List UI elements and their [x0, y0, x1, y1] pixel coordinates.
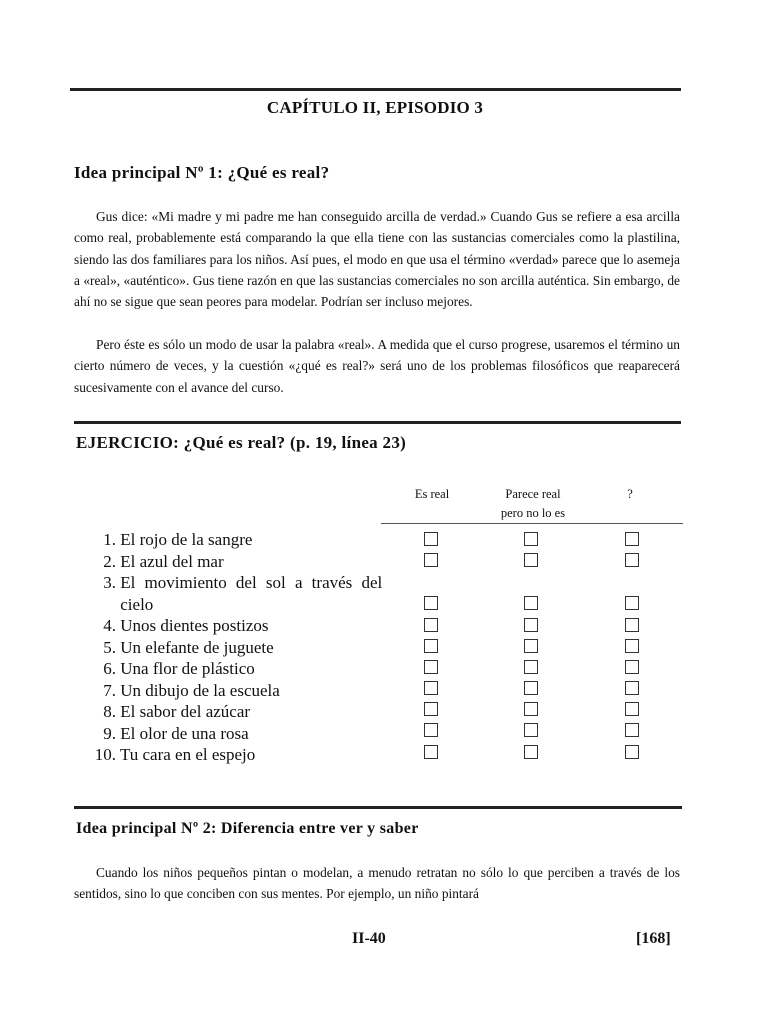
list-item: [88, 572, 388, 615]
column-header-parece-real: [478, 485, 588, 523]
item-number: 4.: [103, 616, 116, 635]
checkbox-question[interactable]: [625, 618, 639, 632]
column-header-es-real: Es real: [414, 487, 450, 501]
checkbox-es-real[interactable]: [424, 660, 438, 674]
checkbox-es-real[interactable]: [424, 553, 438, 567]
page-code: II-40: [352, 930, 386, 947]
item-text: Unos dientes postizos: [120, 616, 269, 635]
section1-paragraph-2: Pero éste es sólo un modo de usar la palabra «real». A medida que el curso progrese, usaremos el término un cierto número de veces, y la cuestión «¿qué es real?» será uno de los problemas filosóficos que reaparecerá sucesivamente con el avance del curso.: [74, 337, 680, 395]
checkbox-question[interactable]: [625, 745, 639, 759]
checkbox-es-real[interactable]: [424, 702, 438, 716]
exercise-heading: EJERCICIO: ¿Qué es real? (p. 19, línea 23): [76, 433, 407, 452]
item-number: 9.: [103, 723, 116, 743]
column-header-line2: pero no lo es: [500, 506, 566, 520]
page-number: [168]: [636, 930, 671, 947]
list-item: [88, 744, 388, 766]
top-rule: [70, 88, 681, 91]
checkbox-question[interactable]: [625, 702, 639, 716]
checkbox-parece-real[interactable]: [524, 745, 538, 759]
item-text: El rojo de la sangre: [120, 530, 253, 549]
checkbox-question[interactable]: [625, 723, 639, 737]
checkbox-question[interactable]: [625, 553, 639, 567]
item-text: El azul del mar: [120, 551, 224, 571]
section1-heading: Idea principal Nº 1: ¿Qué es real?: [74, 163, 330, 182]
column-header-line1: Parece real: [505, 487, 561, 501]
item-number: 3.: [103, 573, 116, 592]
table-header-rule: [381, 523, 683, 524]
chapter-title: CAPÍTULO II, EPISODIO 3: [266, 98, 484, 117]
item-number: 5.: [103, 637, 116, 657]
item-text: Una flor de plástico: [120, 659, 255, 678]
list-item: [88, 637, 388, 659]
list-item: [88, 723, 388, 745]
item-number: 6.: [103, 659, 116, 678]
checkbox-es-real[interactable]: [424, 723, 438, 737]
checkbox-question[interactable]: [625, 660, 639, 674]
checkbox-parece-real[interactable]: [524, 723, 538, 737]
item-text: Un dibujo de la escuela: [120, 680, 280, 700]
checkbox-parece-real[interactable]: [524, 618, 538, 632]
checkbox-question[interactable]: [625, 532, 639, 546]
checkbox-es-real[interactable]: [424, 532, 438, 546]
list-item: [88, 701, 388, 723]
list-item: [88, 615, 388, 637]
column-header-question: ?: [627, 487, 633, 501]
item-text: Tu cara en el espejo: [119, 745, 256, 764]
item-number: 10.: [94, 745, 116, 764]
checkbox-question[interactable]: [625, 681, 639, 695]
list-item: [88, 680, 388, 702]
checkbox-es-real[interactable]: [424, 681, 438, 695]
section2-paragraph-1: Cuando los niños pequeños pintan o modelan, a menudo retratan no sólo lo que perciben a través de los sentidos, sino lo que conciben con sus mentes. Por ejemplo, un niño pintará: [74, 865, 680, 902]
checkbox-parece-real[interactable]: [524, 596, 538, 610]
checkbox-question[interactable]: [625, 639, 639, 653]
list-item: [88, 529, 388, 551]
list-item: [88, 551, 388, 573]
item-number: 8.: [103, 702, 116, 721]
exercise-rule: [74, 421, 681, 424]
checkbox-es-real[interactable]: [424, 596, 438, 610]
checkbox-parece-real[interactable]: [524, 553, 538, 567]
item-text: Un elefante de juguete: [120, 637, 274, 657]
checkbox-es-real[interactable]: [424, 745, 438, 759]
checkbox-es-real[interactable]: [424, 618, 438, 632]
exercise-item-list: [88, 529, 388, 766]
list-item: [88, 658, 388, 680]
item-number: 7.: [103, 680, 116, 700]
checkbox-es-real[interactable]: [424, 639, 438, 653]
checkbox-parece-real[interactable]: [524, 681, 538, 695]
section1-paragraph-1: Gus dice: «Mi madre y mi padre me han conseguido arcilla de verdad.» Cuando Gus se refiere a esa arcilla como real, probablemente está comparando la que ella tiene con las sustancias comerciales como la plastilina, siendo las dos familiares para los niños. Así pues, el modo en que usa el término «verdad» parece que lo asemeja a «real», «auténtico». Gus tiene razón en que las sustancias comerciales no son arcilla auténtica. Sin embargo, de ahí no se sigue que sean peores para modelar. Podrían ser incluso mejores.: [74, 209, 680, 310]
item-number: 2.: [103, 551, 116, 571]
section2-rule: [74, 806, 682, 809]
checkbox-parece-real[interactable]: [524, 532, 538, 546]
item-number: 1.: [103, 530, 116, 549]
item-text: El sabor del azúcar: [120, 702, 251, 721]
checkbox-question[interactable]: [625, 596, 639, 610]
checkbox-parece-real[interactable]: [524, 639, 538, 653]
section2-heading: Idea principal Nº 2: Diferencia entre ver y saber: [76, 820, 419, 837]
checkbox-parece-real[interactable]: [524, 660, 538, 674]
item-text: El movimiento del sol a través del cielo: [120, 573, 383, 614]
item-text: El olor de una rosa: [120, 723, 249, 743]
checkbox-parece-real[interactable]: [524, 702, 538, 716]
